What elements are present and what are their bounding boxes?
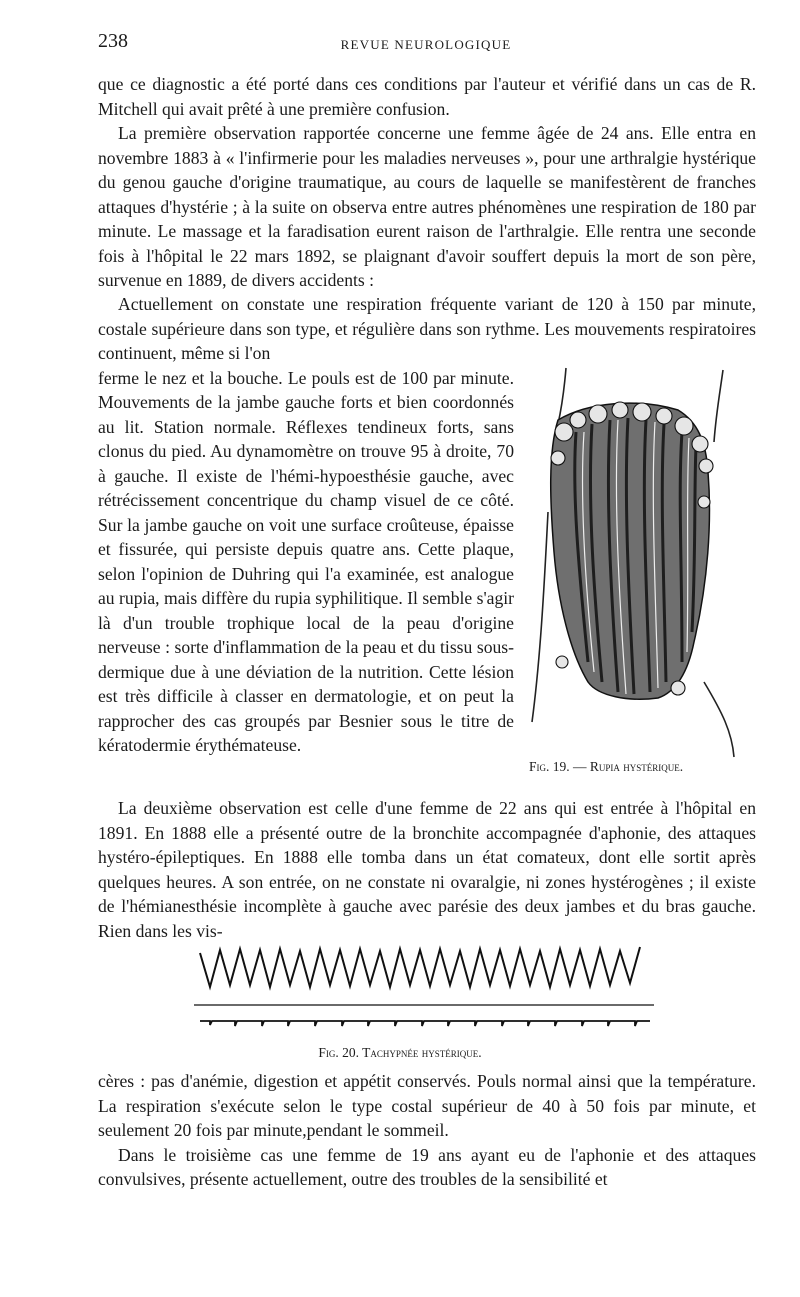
paragraph-1: que ce diagnostic a été porté dans ces conditions par l'auteur et vérifié dans un cas de R. Mitchell qui avait prêté à une première confusion. xyxy=(98,74,756,119)
text-block-top xyxy=(98,72,756,293)
figure-20-caption: Fig. 20. Tachypnée hystérique. xyxy=(318,1045,482,1060)
figure-19-caption: Fig. 19. — Rupia hystérique. xyxy=(529,759,684,774)
paragraph-4: La deuxième observation est celle d'une femme de 22 ans qui est entrée à l'hôpital en 1891. En 1888 elle a présenté outre de la bronchite accompagnée d'aphonie, des attaques hystéro-épileptiques. En 1888 elle tomba dans un état comateux, dont elle sortit après quelques heures. A son entrée, on ne constate ni ovaralgie, ni zones hystérogènes ; il existe de l'hémianesthésie incomplète à gauche avec parésie des deux jambes et du bras gauche. Rien dans les vis- xyxy=(98,798,756,941)
running-title: REVUE NEUROLOGIQUE xyxy=(340,37,512,52)
paragraph-2: La première observation rapportée concerne une femme âgée de 24 ans. Elle entra en novembre 1883 à « l'infirmerie pour les maladies nerveuses », pour une arthralgie hystérique du genou gauche d'origine traumatique, au cours de laquelle se manifestèrent de franches attaques d'hystérie ; à la suite on observa entre autres phénomènes une respiration de 180 par minute. Le massage et la faradisation eurent raison de l'arthralgie. Elle rentra une seconde fois à l'hôpital le 22 mars 1892, se plaignant d'avoir souffert depuis la mort de son père, survenue en 1889, de divers accidents : xyxy=(98,123,756,290)
figure-19-rupia-illustration xyxy=(518,362,758,782)
paragraph-6: Dans le troisième cas une femme de 19 ans ayant eu de l'aphonie et des attaques convulsives, présente actuellement, outre des troubles de la sensibilité et xyxy=(98,1144,756,1189)
text-block-middle xyxy=(98,796,756,943)
figure-20-tachypnea-trace xyxy=(190,935,660,1035)
paragraph-3-full-width: Actuellement on constate une respiration fréquente variant de 120 à 150 par minute, costale supérieure dans son type, et régulière dans son rythme. Les mouvements respiratoires continuent, même si l'on xyxy=(98,294,756,363)
paragraph-5: cères : pas d'anémie, digestion et appétit conservés. Pouls normal ainsi que la température. La respiration s'exécute selon le type costal supérieur de 40 à 50 fois par minute, et seulement 20 fois par minute,pendant le sommeil. xyxy=(98,1071,756,1140)
page-number: 238 xyxy=(98,30,128,52)
time-marker-line xyxy=(200,1021,650,1026)
paragraph-3-wrapped: ferme le nez et la bouche. Le pouls est de 100 par minute. Mouvements de la jambe gauche forts et bien coordonnés au lit. Station normale. Réflexes tendineux forts, sans clonus du pied. Au dynamomètre on trouve 95 à droite, 70 à gauche. Il existe de l'hémi-hypoesthésie gauche, avec rétrécissement concentrique du champ visuel de ce côté. Sur la jambe gauche on voit une surface croûteuse, épaisse et fissurée, qui persiste depuis quatre ans. Cette plaque, selon l'opinion de Duhring qui l'a examinée, est analogue au rupia, mais diffère du rupia syphilitique. Il semble s'agir là d'un trouble trophique local de la peau d'origine nerveuse : sorte d'inflammation de la peau et du tissu sous-dermique due à une déviation de la nutrition. Cette lésion est très difficile à classer en dermatologie, et on peut la rapprocher des cas groupés par Besnier sous le titre de kératodermie érythémateuse. xyxy=(98,367,514,755)
text-block-bottom xyxy=(98,1069,756,1192)
page-header xyxy=(98,30,754,60)
respiration-wave-line xyxy=(200,947,640,987)
